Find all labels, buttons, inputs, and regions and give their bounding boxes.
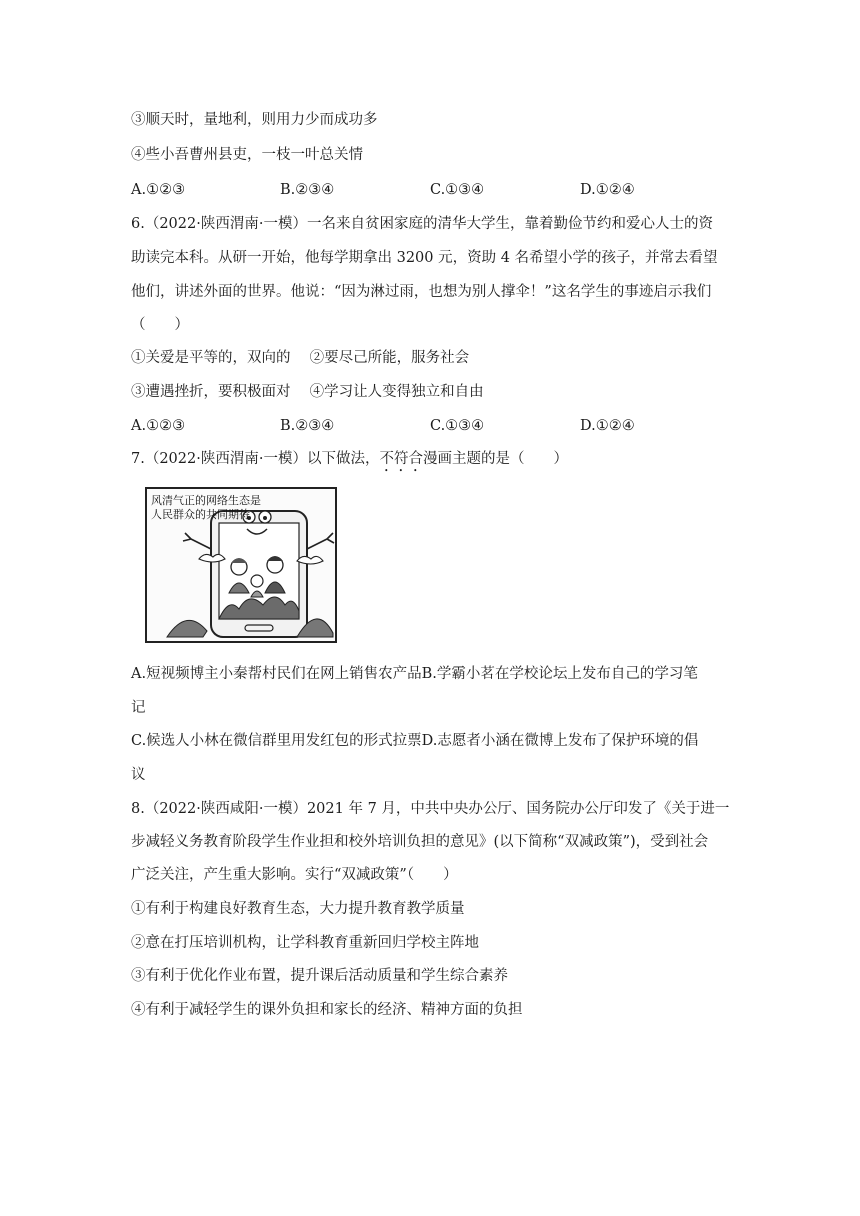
q6-option-d: D.①②④ — [580, 418, 635, 434]
cartoon-caption-line-2: 人民群众的共同期待 — [151, 508, 250, 521]
q8-item-1: ①有利于构建良好教育生态，大力提升教育教学质量 — [131, 901, 465, 917]
q8-item-4: ④有利于减轻学生的课外负担和家长的经济、精神方面的负担 — [131, 1002, 523, 1018]
q8-item-3: ③有利于优化作业布置，提升课后活动质量和学生综合素养 — [131, 968, 508, 984]
q5-option-b: B.②③④ — [280, 182, 335, 198]
q6-items-1-2: ①关爱是平等的，双向的 ②要尽己所能，服务社会 — [131, 350, 470, 366]
cartoon-drawing — [147, 489, 335, 641]
q5-option-d: D.①②④ — [580, 182, 635, 198]
q8-item-2: ②意在打压培训机构，让学科教育重新回归学校主阵地 — [131, 935, 479, 951]
q6-option-c: C.①③④ — [430, 418, 485, 434]
q7-options-ab-line-1: A.短视频博主小秦帮村民们在网上销售农产品B.学霸小茗在学校论坛上发布自己的学习笔 — [131, 666, 698, 682]
q5-option-a: A.①②③ — [131, 182, 186, 198]
cartoon-caption-line-1: 风清气正的网络生态是 — [151, 494, 261, 507]
q5-option-c: C.①③④ — [430, 182, 485, 198]
q6-stem-line-2: 助读完本科。从研一开始，他每学期拿出 3200 元，资助 4 名希望小学的孩子，并常去看望 — [131, 250, 718, 266]
q6-stem-line-3: 他们，讲述外面的世界。他说：“因为淋过雨，也想为别人撑伞！”这名学生的事迹启示我们 — [131, 284, 712, 300]
q7-stem-suffix: 漫画主题的是（ ） — [422, 451, 568, 467]
q5-item-4: ④些小吾曹州县吏，一枝一叶总关情 — [131, 147, 363, 163]
q8-stem-line-3: 广泛关注，产生重大影响。实行“双减政策”（ ） — [131, 867, 458, 883]
q6-option-a: A.①②③ — [131, 418, 186, 434]
q7-options-cd-line-1: C.候选人小林在微信群里用发红包的形式拉票D.志愿者小涵在微博上发布了保护环境的倡 — [131, 733, 699, 749]
q7-options-cd-line-2: 议 — [131, 767, 146, 783]
q7-options-ab-line-2: 记 — [131, 700, 146, 716]
q7-stem — [131, 449, 568, 475]
q5-item-3: ③顺天时，量地利，则用力少而成功多 — [131, 112, 378, 128]
q7-emphasis-text: 不符合 — [379, 451, 423, 467]
q6-answer-blank: （ ） — [131, 317, 189, 333]
q6-option-b: B.②③④ — [280, 418, 335, 434]
q7-stem-prefix: 7.（2022·陕西渭南·一模）以下做法， — [131, 451, 380, 467]
q8-stem-line-2: 步减轻义务教育阶段学生作业担和校外培训负担的意见》(以下简称“双减政策”)，受到社会 — [131, 834, 709, 850]
cartoon-image — [145, 487, 337, 643]
q6-items-3-4: ③遭遇挫折，要积极面对 ④学习让人变得独立和自由 — [131, 384, 484, 400]
q6-stem-line-1: 6.（2022·陕西渭南·一模）一名来自贫困家庭的清华大学生，靠着勤俭节约和爱心人士的资 — [131, 216, 713, 232]
q8-stem-line-1: 8.（2022·陕西咸阳·一模）2021 年 7 月，中共中央办公厅、国务院办公厅印发了《关于进一 — [131, 801, 730, 817]
